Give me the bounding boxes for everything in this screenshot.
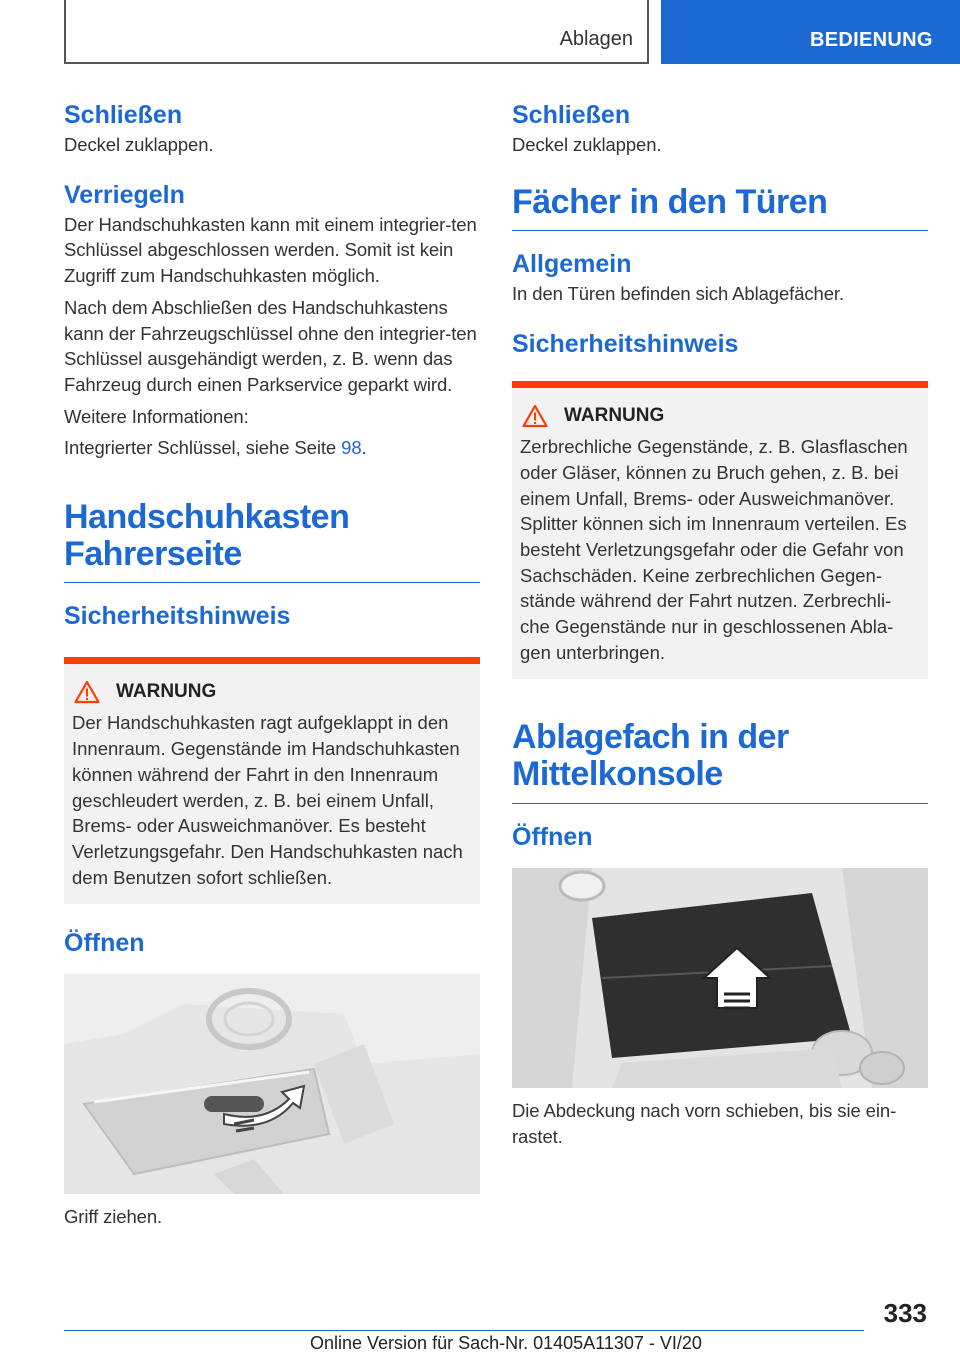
footer-divider	[64, 1330, 864, 1331]
heading-verriegeln: Verriegeln	[64, 180, 185, 209]
caption-abdeckung: Die Abdeckung nach vorn schieben, bis sie ein-rastet.	[512, 1099, 897, 1147]
console-illustration	[512, 868, 928, 1088]
text-verriegeln-2: Nach dem Abschließen des Handschuhkastens kann der Fahrzeugschlüssel ohne den integrier-ten Schlüssel ausgehändigt werden, z. B. wenn das Fahrzeug durch einen Parkservice geparkt wird.	[64, 296, 477, 395]
warning-triangle-icon	[74, 680, 100, 704]
warning-label-right: WARNUNG	[564, 405, 665, 427]
warning-triangle-icon	[522, 404, 548, 428]
right-column	[512, 100, 928, 1149]
header-chapter-tab	[661, 0, 960, 64]
warning-box-right	[512, 381, 928, 679]
heading-ablagefach-mittelkonsole: Ablagefach in der Mittelkonsole	[512, 719, 928, 803]
heading-schliessen-right: Schließen	[512, 101, 631, 129]
text-weitere-informationen: Weitere Informationen:	[64, 405, 249, 427]
page-link-98[interactable]: 98	[341, 437, 362, 459]
warning-text-left: Der Handschuhkasten ragt aufgeklappt in den Innenraum. Gegenstände im Handschuhkasten können während der Fahrt in den Innenraum geschleudert werden, z. B. bei einem Unfall, Brems- oder Ausweichmanöver. Es besteht Verletzungsgefahr. Den Handschuhkasten nach dem Benutzen sofort schließen.	[72, 712, 463, 888]
warning-title-left	[74, 680, 472, 704]
glovebox-image	[64, 974, 480, 1194]
reference-label: Integrierter Schlüssel, siehe Seite	[64, 437, 342, 459]
reference-end: .	[361, 437, 367, 459]
text-verriegeln-1: Der Handschuhkasten kann mit einem integrier-ten Schlüssel abgeschlossen werden. Somit ist kein Zugriff zum Handschuhkasten möglich.	[64, 213, 477, 287]
warning-title-right	[522, 404, 920, 428]
heading-schliessen: Schließen	[64, 101, 183, 129]
text-schliessen: Deckel zuklappen.	[64, 134, 214, 155]
warning-box-left	[64, 657, 480, 904]
heading-sicherheitshinweis-right: Sicherheitshinweis	[512, 330, 739, 359]
heading-faecher-tueren: Fächer in den Türen	[512, 184, 928, 232]
heading-handschuhkasten-fahrerseite: Handschuhkasten Fahrerseite	[64, 499, 480, 583]
warning-text-right: Zerbrechliche Gegenstände, z. B. Glasflaschen oder Gläser, können zu Bruch gehen, z. B. bei einem Unfall, Brems- oder Ausweichmanöver. Splitter können sich im Innenraum verteilen. Es besteht Verletzungsgefahr oder die Gefahr von Sachschäden. Keine zerbrechlichen Gegen-stände während der Fahrt nutzen. Zerbrechli-che Gegenstände nur in geschlossenen Abla-gen unterbringen.	[520, 436, 908, 663]
glovebox-illustration	[64, 974, 480, 1194]
heading-oeffnen-left: Öffnen	[64, 929, 145, 958]
header-section-box	[64, 0, 649, 64]
left-column	[64, 100, 480, 1230]
caption-griff-ziehen: Griff ziehen.	[64, 1206, 163, 1228]
heading-oeffnen-right: Öffnen	[512, 822, 593, 851]
page-number: 333	[883, 1298, 927, 1328]
footer-online-version: Online Version für Sach-Nr. 01405A11307 - VI/20	[310, 1333, 702, 1353]
heading-sicherheitshinweis-left: Sicherheitshinweis	[64, 602, 291, 631]
warning-label-left: WARNUNG	[116, 681, 217, 703]
header-section-title: Ablagen	[559, 28, 633, 50]
heading-allgemein: Allgemein	[512, 250, 632, 279]
header-chapter-title: BEDIENUNG	[810, 29, 933, 51]
text-schliessen-right: Deckel zuklappen.	[512, 134, 662, 155]
console-image	[512, 868, 928, 1088]
text-allgemein: In den Türen befinden sich Ablagefächer.	[512, 283, 844, 305]
text-reference	[64, 435, 480, 461]
